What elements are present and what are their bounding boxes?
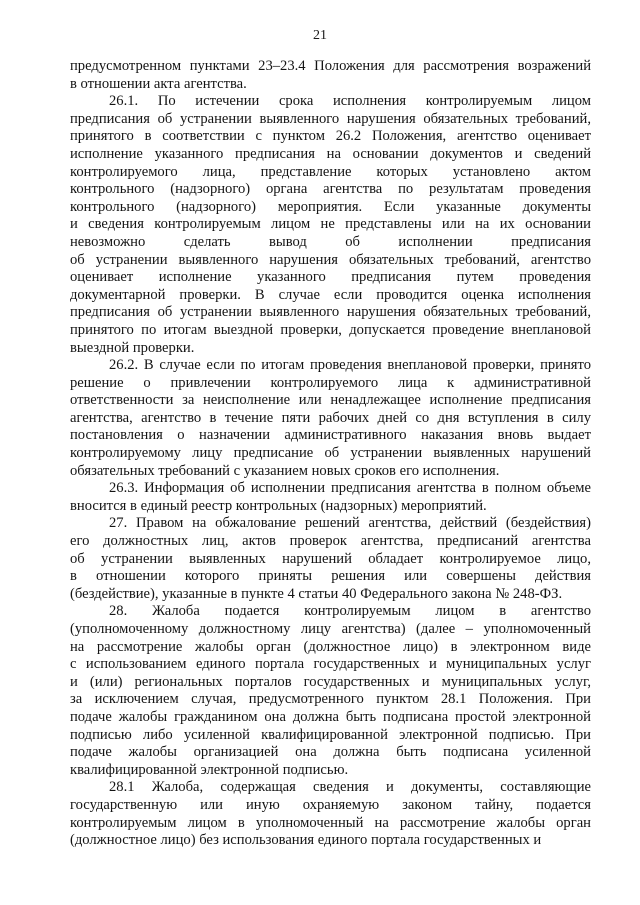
text-line: принятого по итогам выездной проверки, допускается проведение внеплановой (70, 321, 591, 338)
text-line: контрольного (надзорного) мероприятия. Если указанные документы (70, 198, 591, 215)
text-line: постановления о назначении административного наказания вновь выдает (70, 427, 591, 444)
text-line: решение о привлечении контролируемого лица к административной (70, 374, 591, 391)
text-line: исполнение указанного предписания на основании документов и сведений (70, 145, 591, 162)
text-line: контролируемого лица, представление которых установлено актом (70, 163, 591, 180)
text-line: и (или) региональных порталов государственных и муниципальных услуг, (70, 673, 591, 690)
text-line: оценивает исполнение указанного предписания путем проведения (70, 269, 591, 286)
text-line: и сведения контролируемым лицом не представлены или на их основании (70, 216, 591, 233)
text-line: принятого в соответствии с пунктом 26.2 Положения, агентство оценивает (70, 128, 591, 145)
text-line: за исключением случая, предусмотренного пунктом 28.1 Положения. При (70, 691, 591, 708)
text-line: подаче жалобы организацией она должна быть подписана усиленной (70, 744, 591, 761)
paragraph-intro (70, 58, 591, 93)
paragraph-p28 (70, 603, 591, 779)
text-line: обязательных требований с указанием новых сроков его исполнения. (70, 462, 500, 479)
text-line: предписания об устранении выявленного нарушения обязательных требований, (70, 110, 591, 127)
text-line: государственную или иную охраняемую законом тайну, подается (70, 796, 591, 813)
paragraph-p28-1 (70, 779, 591, 849)
text-line: вносится в единый реестр контрольных (надзорных) мероприятий. (70, 497, 487, 514)
text-line: (уполномоченному должностному лицу агентства) (далее – уполномоченный (70, 621, 591, 637)
text-line: предусмотренном пунктами 23–23.4 Положения для рассмотрения возражений (70, 58, 591, 74)
paragraph-p26-3 (70, 480, 591, 515)
text-line: об устранении выявленного нарушения обязательных требований, агентство (70, 251, 591, 268)
text-line: контролируемому лицу предписание об устранении выявленных нарушений (70, 445, 591, 462)
text-line: 28.1 Жалоба, содержащая сведения и документы, составляющие (109, 779, 591, 796)
text-line: невозможно сделать вывод об исполнении предписания (70, 233, 591, 250)
text-line: на рассмотрение жалобы орган (должностное лицо) в электронном виде (70, 638, 591, 655)
text-line: контрольного (надзорного) органа агентства по результатам проведения (70, 181, 591, 198)
text-line: 27. Правом на обжалование решений агентства, действий (бездействия) (109, 515, 591, 532)
text-line: об устранении выявленных нарушений обладает контролируемое лицо, (70, 550, 591, 567)
text-line: контролируемым лицом в уполномоченный на рассмотрение жалобы орган (70, 814, 591, 831)
text-line: документарной проверки. В случае если проводится оценка исполнения (70, 286, 591, 303)
text-line: квалифицированной электронной подписью. (70, 761, 349, 778)
text-line: агентства, агентство в течение пяти рабочих дней со дня вступления в силу (70, 409, 591, 426)
text-line: (должностное лицо) без использования единого портала государственных и (70, 832, 542, 849)
document-body (70, 58, 591, 850)
text-line: ответственности за неисполнение или ненадлежащее исполнение предписания (70, 392, 591, 409)
paragraph-p26-2 (70, 357, 591, 480)
text-line: его должностных лиц, актов проверок агентства, предписаний агентства (70, 533, 591, 550)
text-line: с использованием единого портала государственных и муниципальных услуг (70, 656, 591, 673)
text-line: 26.1. По истечении срока исполнения контролируемым лицом (109, 93, 591, 110)
text-line: подписью либо усиленной квалифицированной электронной подписью. При (70, 726, 591, 743)
text-line: в отношении акта агентства. (70, 75, 247, 92)
text-line: 26.2. В случае если по итогам проведения внеплановой проверки, принято (109, 357, 591, 374)
text-line: (бездействие), указанные в пункте 4 статьи 40 Федерального закона № 248-ФЗ. (70, 585, 563, 602)
text-line: предписания об устранении выявленного нарушения обязательных требований, (70, 304, 591, 321)
text-line: 26.3. Информация об исполнении предписания агентства в полном объеме (109, 480, 591, 497)
paragraph-p27 (70, 515, 591, 603)
paragraph-p26-1 (70, 93, 591, 357)
page-number: 21 (313, 28, 327, 43)
text-line: выездной проверки. (70, 339, 195, 356)
text-line: 28. Жалоба подается контролируемым лицом в агентство (109, 603, 591, 620)
text-line: подаче жалобы гражданином она должна быть подписана простой электронной (70, 708, 591, 725)
text-line: в отношении которого приняты решения или совершены действия (70, 568, 591, 585)
